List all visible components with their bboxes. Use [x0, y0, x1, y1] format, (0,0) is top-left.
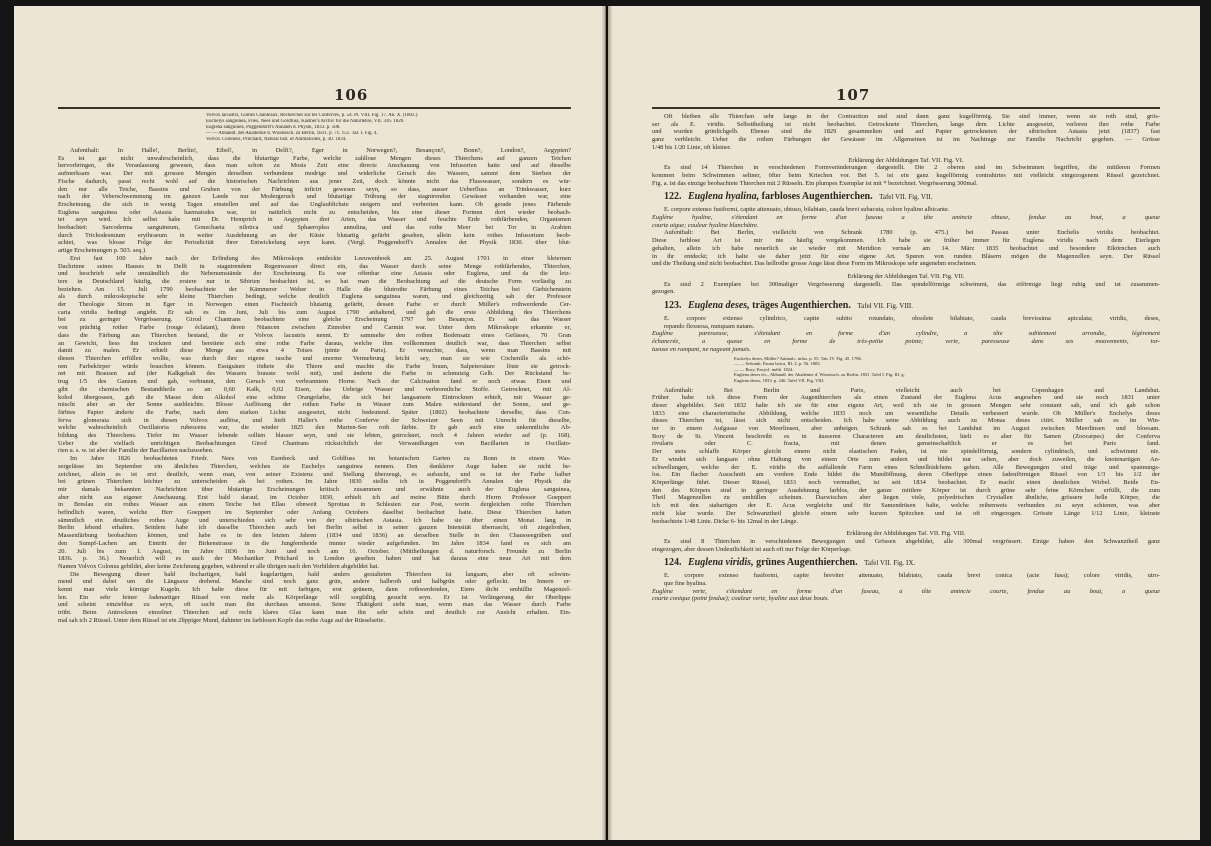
text-line: färbtes Papier änderte die Farbe, nach dem starken Lichte ausgesetzt, nicht bedeutend. Später (1802) beobachtete derselbe, dass Con-	[58, 408, 571, 416]
text-line: E. corpore extenso fusiformi, capite attenuato, obtuso, bilabiato, cauda brevi subacuta, colore hyalino albicante.	[664, 206, 950, 214]
text-line: Aufenthalt: Bei Berlin und Paris, vielleicht auch bei Copenhagen und Landshut.	[664, 386, 1160, 394]
text-line: Er windet sich langsam ohne Haltung von einem Orte zum andern und bildet nur selten, aber doch zuweilen, die knotenartigen An-	[652, 455, 1160, 463]
text-line: damit zu malen. Er erhielt diese Menge aus etwa 4 Toises (pinte de Paris). Er versuchte, dass, wenn man Bassins mit	[58, 347, 571, 355]
text-line: Theil Magenzellen zu umhüllen scheinen. Dazwischen aber liegen viele, polyedrischen Crystallen ähnliche, grössere helle Körper, die	[652, 494, 1160, 502]
text-line: schwellungen, welche der E. viridis die auffallende Farm eines Schnellrädchens geben. Alle Bewegungen sind träge und spannungs-	[652, 463, 1160, 471]
text-line: nicht klar wurde. Der Schwanztheil gleicht einem sehr kurzen Spitzchen und ist oft eingezogen. Grösste Länge 1/12 Linie, kleinste	[652, 509, 1160, 517]
text-line: Bory de St. Vincent beschreibt es in äusseren Characteren am deutlichsten, hielt es aber für Samen (Zoocarpes) der Conferva	[652, 432, 1160, 440]
text-line: als durch mikroskopische sehr kleine Thierchen bedingt, welche deutlich Euglena sanguinea waren, und gleichzeitig sah der Professor	[58, 293, 571, 301]
text-line: E. corpore extenso fusiformi, capite breviter attenuato, bilabiato, cauda brevi conica (acie fusa); colore viridis, utro-	[664, 572, 1160, 580]
text-line: mir damals bekannten Nachrichten über blutartige Erscheinungen kritisch zusammen und erwähnte auch der Euglena sanguinea,	[58, 485, 571, 493]
text-line: hervorbringen, die Veranlassung gewesen, dass man schon zu Mosis Zeit eine directe Anschauung von Infusorien hatte und auf dieselbe	[58, 162, 571, 170]
text-line: mal sah ich 2 Rüssel. Unter dem Rüssel ist ein 2lippiger Mund, dahinter im farblosen Kopfe das rothe Auge auf der Rüsselseite.	[58, 616, 385, 624]
text-line: — — Schrank, Fauna boica, III. 2. p. 56. 1803.	[734, 361, 821, 367]
text-line: courte conique (point fendue); couleur verte, hyaline aux deux bouts.	[652, 595, 829, 603]
text-line: len. Ein sehr feiner fadenartiger Rüssel von mehr als Körperlänge will sorgfältig gesucht seyn. Er ist Verlängerung der Oberlippe	[58, 593, 571, 601]
text-line: in ihr entdeckt; ich halte sie daher jetzt für eine eigene Art. Spuren von runden Bläsern mögen die Magenzellen seyn. Der Rüssel	[652, 252, 1160, 260]
text-line: Es sind 14 Thierchen in verschiedenen Formveränderungen dargestellt. Die 2 oberen sind im Schwimmen begriffen, die mittleren Formen	[664, 164, 1160, 172]
text-line: Volvox lacustris, Gomes Chanteaux, Recherches sur les Conferves, p. 54. Pl. VIII. Fig. 17. An. X. (1802.)	[206, 113, 418, 118]
text-line: sergefässe im September ein ähnliches Thierchen, welches sie Euchelys sanguinea nennen. Den dunklerer Auge haben sie nicht be-	[58, 462, 571, 470]
text-line: der Theologie Strom in Eger in Norwegen einen Fischteich blutartig gefärbt, dessen Farbe er durch Müller's rothwerdende Cer-	[58, 301, 571, 309]
text-line: kommen beim Schwimmen seltner, öfter beim Kriechen vor. Bei 5. ist ein ganz kugelförmig contrahirtes mit vielleicht eingezogenem Rüssel gezeichnet.	[652, 171, 1160, 179]
text-line: dieser abgebildet. Seit 1832 halte ich sie für eine eigene Art, weil ich sie in grossen Mengen sehr constant sah, und ich gab schon	[652, 401, 1160, 409]
figure-explanation-heading: Erklärung der Abbildungen Taf. VII. Fig. VI.	[848, 156, 964, 164]
figure-explanation-heading: Erklärung der Abbildungen Taf. VII. Fig. VII.	[847, 272, 965, 280]
text-line: beziehen. Am 15. Juli 1790 beobachtete der Kämmerer Weber in Halle die blutrothe Färbung eines Teiches bei Giebichenstein	[58, 285, 571, 293]
figure-explanation-text	[652, 538, 1160, 553]
text-line: que fine hyalina.	[664, 580, 707, 588]
text-line: Erst fast 100 Jahre nach der Erfindung des Mikroskops entdeckte Leeuwenhoek am 25. August 1701 in einer bleiernen	[70, 254, 571, 262]
text-line: aber nicht aus eigener Anschauung. Erst bald darauf, im October 1830, erhielt ich auf meine Bitte durch Herrn Professor Goeppert	[58, 493, 571, 501]
text-line: Dachrinne seines Hauses in Delft in stagnirendem Regenwasser direct ein, das Wasser durch seine Menge rothfärbendes, Thierchen,	[58, 262, 571, 270]
text-line: mend und dabei um die Längsaxe drehend. Manche sind noch ganz grün, andere halbroth und halbgrün oder gefleckt. Im Innern er-	[58, 578, 571, 586]
text-line: nach der Veberschwemmung im ganzen Lande nur Modergeruch und blutartige Trübung der stagnirenden Gewässer vorhanden war, eine	[58, 193, 571, 201]
text-line: Volvox Coloneus, Pritchard, Natural hist. of Animalcules, p. 30. 1834.	[206, 137, 347, 142]
text-line: kohol übergossen, gab die Masse dem Alkohol eine schöne Orangefarbe, die sich bei langsamem Eintrocknen erhielt, mit Wasser ge-	[58, 393, 571, 401]
text-line: Ueber die vielfach unrichtigen Beobachtungen Girod Chantrans rücksichtlich der Verwandlungen von Bacillarien in Oscillato-	[58, 439, 571, 447]
figure-explanation-heading: Erklärung der Abbildungen Taf. VII. Fig. VIII.	[846, 530, 966, 538]
book-spread	[14, 6, 1200, 840]
text-line: 1833 eine characteristische Abbildung, welche 1835 noch um wesentliche Details verbessert wurde. Ob Müller's Enchelys deses	[652, 409, 1160, 417]
text-line: Diese farblose Art ist mir nie häufig vorgekommen. Ich habe sie früher immer für Euglena viridis nach dem Eierlegen	[652, 237, 1160, 245]
text-line: Aufenthalt: In Halle!, Berlin!, Eibel!, in Delft?, Eger in Norwegen?, Besançon?, Bonn?, London?, Aegypten?	[70, 147, 571, 154]
synonym-references-123	[734, 356, 1160, 384]
paragraph-observations	[58, 455, 571, 571]
latin-diagnosis-123	[652, 315, 1160, 330]
header-rule	[58, 107, 571, 109]
text-line: courte aigue; couleur hyaline blanchâtre.	[652, 221, 759, 229]
text-line: — — Abhandl. der Akademie d. Wissensch. zu Berlin, 1831. p. 71. 151. Taf. I. Fig. 4.	[206, 131, 378, 136]
text-line: Körperlänge führt. Dieser Rüssel, 1833 noch vermuthet, ist seit 1834 beobachtet. Er macht einen deutlichen Wirbel. Beide En-	[652, 478, 1160, 486]
species-heading-124: 124. Euglena viridis, grünes Augenthierchen. Tafel VII. Fig. IX.	[664, 557, 916, 569]
text-line: welche wahrscheinlich Oscillatoria rubescens war, die wieder 1825 den Murten-See roth färbte. Er gab auch eine unkenntliche Ab-	[58, 424, 571, 432]
text-line: Euglena deses etc., Abhandl. der Akademie d. Wissensch. zu Berlin, 1831. Tafel I. Fig. III. g.	[734, 372, 905, 378]
french-diagnosis-124	[652, 588, 1160, 603]
figure-explanation-text	[652, 164, 1160, 187]
text-line: artige Erscheinungen p. 503. seq.)	[58, 247, 146, 255]
text-line: von prächtig rother Farbe (rouge éclatant), deren Nüancen zwischen Zinnober und Carmin war. Unter dem Mikroskope erkannte er,	[58, 324, 571, 332]
text-line: kennt man viele körnige Kugeln. Ich halte diese für mit farbigen, erst grünem, dann rothwerdenden, Eiern dicht umhüllte Magenzel-	[58, 586, 571, 594]
text-line: rien u. s. w. ist aber die Familie der Bacillarien nachzusehen.	[58, 447, 214, 455]
text-line: Euglena sanguinea, Poggendorff's Annalen d. Physik, 1833. p. 508.	[206, 125, 341, 130]
paragraph-history	[58, 255, 571, 455]
text-line: tet seyn wird. Ich selbst habe mit Dr. Hemprich in Aegypten drei Arten, das Wasser und feuchte Erde rothfärbenden, Organismen	[58, 216, 571, 224]
text-line: den des Körpers sind in geringer Ausdehnung farblos, der ganze mittlere Körper ist durch grüne sehr feine Körnchen erfüllt, die zum	[652, 486, 1160, 494]
french-diagnosis-123	[652, 330, 1160, 353]
text-line: Der stets schlaffe Körper gleicht einem nicht elastischen Faden, ist nie spindelförmig, sondern cylindrisch, und schwimmt nie.	[652, 448, 1160, 456]
text-line: den Sumpf-Lachen am Eintritt der Birkenstrasse in die Jungfernheide immer wieder aufgefunden. Im Jahre 1834 fand es sich am	[58, 539, 571, 547]
french-diagnosis-122	[652, 214, 1160, 229]
synonym-references	[206, 113, 571, 143]
text-line: rivularis oder C. fracta, mit denen gemeinschaftlich er es bei Paris fand.	[652, 440, 1160, 448]
figure-explanation-text	[652, 281, 1160, 296]
text-line: Euglène verte, s'étendant en forme d'un fuseau, a tête amincie courte, fendue au bout, a queue	[652, 587, 1160, 595]
page-number: 106	[334, 86, 369, 104]
header-rule	[652, 107, 1160, 109]
text-line: Fig. a. ist das einzige beobachtete Thierchen mit 2 Rüsseln. Ein plumpes Exemplar ist mit * bezeichnet. Vergrösserung 300mal.	[652, 179, 978, 187]
text-line: den nur alle Teiche, Bassins und Gruben von der Färbung inficirt gewesen seyn, so dass, ausser Ueberfluss an Trinkwasser, kurz	[58, 185, 571, 193]
text-line: gezogen.	[652, 288, 675, 296]
species-heading-122: 122. Euglena hyalina, farbloses Augenthierchen. Tafel VII. Fig. VII.	[664, 191, 933, 203]
text-line: Die Bewegung dieser bald fischartigen, bald kugelartigen, bald anders gestalteten Thierchen ist langsam, aber oft schwim-	[70, 570, 571, 578]
latin-diagnosis-122	[652, 206, 1160, 214]
text-line: diesen Thierchen erfüllen wollte, was durch ihre eigene rasche und enorme Vermehrung leicht sey, man sie wie Cochenille als schö-	[58, 354, 571, 362]
text-line: Namen Volvox Colonus gebildet, aber keine Zeichnung gegeben, während er alle übrigen nach den Vorbildern abgebildet hat.	[58, 562, 379, 570]
text-line: net mit Brausen auf (der Kalkgehalt des Wassers brauste wohl mit), und änderte die Farbe in schmutzig Gelb. Der Rückstand be-	[58, 370, 571, 378]
text-line: Fische dadurch, passt recht wohl auf die historischen Nachrichten aus jener Zeit, doch könnte nicht das Flusswasser, sondern es wür-	[58, 177, 571, 185]
text-line: ich mit den stabartigen der E. Acus vergleiche und für Samendrüsen halte, welche reihenweis verbunden zu seyn schienen, was aber	[652, 502, 1160, 510]
text-line: nen Farbekörper würde brauchen können. Essigsäure tödtete die Thiere und machte die Farbe braun, Salpetersäure löste sie getrock-	[58, 362, 571, 370]
book-gutter	[602, 6, 612, 840]
text-line: trug 1/5 des Ganzen und gab, verbrannt, den Geruch von verbranntem Horne. Nach der Calcination fand er noch etwas Eisen und	[58, 378, 571, 386]
text-line: Euglène paresseuse, s'étendant en forme d'un cylindre, a tête subitement arrondie, légèrement	[652, 330, 1160, 338]
paragraph-movement	[58, 571, 571, 625]
text-line: repando flexuosa, nunquam natans.	[664, 322, 755, 330]
text-line: gibt die chemischen Bestandtheile so an: 0,60 Kalk, 0,02 Eisen, das Uebrige Wasser und verbrennliche Stoffe. Getrocknet, mit Al-	[58, 385, 571, 393]
text-line: ser als E. viridis. Selbsttheilung ist nicht beobachtet. Getrocknete Thierchen, lange dem Lichte ausgesetzt, verloren ihre rothe Farbe	[652, 120, 1160, 128]
text-line: dass die Färbung aus Thierchen bestand, die er Volvox lacustris nennt. Er sammelte den rothen Bodensatz eines Gefässes, 70 Gran	[58, 331, 571, 339]
text-line: Berlin lebend erhalten. Seitdem habe ich dasselbe Thierchen auch bei Berlin selbst in seiner ganzen Intensität überrascht, oft ziegelrothen,	[58, 524, 571, 532]
habitat-text-122	[652, 229, 1160, 268]
text-line: Euglène hyaline, s'étendant en forme d'un fuseau a tête amincie obtuse, fendue au bout, a queue	[652, 214, 1160, 222]
text-line: aufmerksam war. Der mit grossen Mengen derselben verbundene modrige und widerliche Geruch des Wassers, sammt dem Sterben der	[58, 170, 571, 178]
text-line: échancrée, a queue en forme de très-petite pointe; verte, paresseuse dans ses mouvements, tor-	[652, 338, 1160, 346]
text-line: caria viridis bedingt angiebt. Er sah es im Juni, Juli bis zum August 1790 anhaltend, und gab die erste Abbildung des Thierchens	[58, 308, 571, 316]
text-line: 1/48 bis 1/20 Linie, oft kleiner.	[652, 143, 732, 151]
text-line: durch Trichodesmium erythraeum in weiter Ausdehnung an der Küste blutartig gefärbt gesehen, allein kein rothes Infusorium beob-	[58, 231, 571, 239]
text-line: los. Ein flacher Ausschnitt am vordern Ende bildet die Mundöffnung, deren Oberlippe einen fadenförmigen Rüssel von 1/3 bis 1/2 der	[652, 471, 1160, 479]
text-line: ter in einem Aufgusse von Meerlinsen, aber unbeigen. Schrank sah es bei Landshut im August zwischen Meerlinsen und bloesam.	[652, 425, 1160, 433]
text-line: Es sind 8 Thierchen in verschiedenen Bewegungen und Grössen abgebildet, alle 300mal vergrössert. Einige haben den Schwanztheil ganz	[664, 537, 1160, 545]
text-line: 1836. p. 36.) Neuerlich will es auch der Mechaniker Pritchard in London gesehen haben und hat daraus eine neue Art mit dem	[58, 555, 571, 563]
text-line: beobachtet: Sarcoderma sanguineum, Gonechaeta nilotica und Sphaeroplea annulina, und das rothe Meer bei Tor in Arabien	[58, 224, 571, 232]
habitat-text-123	[652, 387, 1160, 526]
text-line: Erscheinung, die sich in wenig Tagen einstellen und auf das Unglaublichste steigern und verbreiten kann. Ob gerade jenes Färbende	[58, 200, 571, 208]
text-line: mischt aber an der Sonne ausbleichte. Blosse Auflösung der rothen Farbe in Wasser zum Malen widerstand der Sonne, und ge-	[58, 401, 571, 409]
text-line: Euchelys deses, Müller? Animalc. infus. p. 55. Tab. IV. Fig. 45. 1786.	[734, 355, 862, 361]
text-line: Aufenthalt: Bei Berlin, vielleicht von Schrank 1780 (p. 475.) bei Passau unter Enchelis viridis beobachtet.	[664, 229, 1160, 237]
text-line: Massenfärbung beobachten können, und habe es in den letzten Jahren (1834 und 1836) an derselben Stelle in den Chausseegräben und	[58, 532, 571, 540]
text-line: tere in Deutschland häufig, die erstere nur in Sibirien beobachtet ist, so hat man die Beobachtung auf die deutsche Form vorläufig zu	[58, 277, 571, 285]
left-page	[14, 6, 606, 840]
text-line: und beschrieb sehr umständlich die Nebenumstände der Erscheinung. Es war offenbar eine Astasia oder Euglena, und da die letz-	[58, 270, 571, 278]
text-line: bildung des Thierchens. Tiefer im Wasser lebende sollten blasser seyn, und sie lebten, getrocknet, noch 4 Jahren wieder auf (p. 168).	[58, 432, 571, 440]
text-line: und scheint einziehbar zu seyn, oft sucht man ihn durchaus umsonst. Seine Thätigkeit sieht man, wenn man das Wasser durch Farbe	[58, 601, 571, 609]
text-line: — — Bory, Encycl. méth. 1824.	[734, 366, 794, 372]
text-line: befindlich waren, welche Herr Goeppert im September oder Anfang Octobers daselbst beobachtet hatte. Diese Thierchen hatten	[58, 509, 571, 517]
latin-diagnosis-124	[652, 572, 1160, 587]
right-page	[608, 6, 1200, 840]
text-line: Im Jahre 1826 beobachteten Friedr. Nees von Esenbeck und Goldfuss im botanischen Garten zu Bonn in einem Was-	[70, 455, 571, 463]
text-line: an Gewicht, liess ihn trocknen und bereitete sich eine rothe Farbe daraus, welche ihm vollkommen deutlich war, dass Thierchen selbst	[58, 339, 571, 347]
text-line: Euglena sanguinea oder Astasia haematodes war, ist natürlich nicht zu entscheiden, bis eine dieser Formen dort wieder beobach-	[58, 208, 571, 216]
text-line: beobachtete 1/48 Linie. Dicke 6- bis 12mal in der Länge.	[652, 517, 799, 525]
text-line: ferva glomerata sich in diesen Volvox auflöse, und hielt Haller's rothe Conferve der Schweizer Seen mit Unrecht für dieselbe,	[58, 416, 571, 424]
text-line: achtet, was blosse Folge der Periodicität ihrer Entwickelung seyn kann. (Vergl. Poggendorff's Annalen der Physik 1830. über blut-	[58, 239, 571, 247]
text-line: zeichnet, allein es ist erst deutlich, wenn man, von seiner Existenz und Stellung überzeugt, es aufsucht, und es ist der Farbe halber	[58, 470, 571, 478]
text-line: ganz verbleicht. Ueber die rothen Färbungen der Gewässer im Allgemeinen ist im Nachtrage zur Familie Nachricht gegeben. — Grösse	[652, 136, 1160, 144]
text-line: gehalten, allein ich habe neuerlich sie wieder mit Meridion vernale am 14. März 1835 beobachtet und besondere Eikörnchen auch	[652, 244, 1160, 252]
text-line: Es ist gar nicht unwahrscheinlich, dass die blutartige Farbe, welche zahllose Mengen dieses Thierchens auf ganzen Teichen	[58, 154, 571, 162]
text-line: trübt. Beim Antrocknen einzelner Thierchen auf recht klares Glas kann man ihn sehr schön und deutlich zur Ansicht erhalten. Ein-	[58, 609, 571, 617]
text-line: bei grünen Thierchen leichter zu unterscheiden als bei rothen. Im Jahre 1830 stellte ich in Poggendorff's Annalen der Physik die	[58, 478, 571, 486]
text-line: bei zu geringer Vergrösserung. Girod Chantrans beobachtete eine gleiche Erscheinung 1797 bei Besançon. Er sah das Wasser	[58, 316, 571, 324]
text-line: eingezogen, aber dessen Undeutlichkeit ist auch oft nur Folge der Körperlage.	[652, 545, 852, 553]
text-line: und wurden grünlichgelb. Ebenso sind die 1829 gesammelten und auf Papier getrockneten der sibirischen Astasia jetzt (1837) fast	[652, 128, 1160, 136]
text-line: dieses Thierchen ist, lässt sich nicht entscheiden. Ich habe seine Abbildung auch zu Monas deses citirt. Müller sah es im Win-	[652, 417, 1160, 425]
paragraph-continuation	[652, 113, 1160, 152]
text-line: Früher habe ich diese Form der Augenthierchen als einen Zustand der Euglena Acus angesehen und sie noch 1831 unter	[652, 394, 1160, 402]
text-line: Euglena deses, 1833. p. 246. Tafel VII. Fig. VIII.	[734, 377, 825, 383]
text-line: tueuse en rampant, ne nageant jamais.	[652, 345, 751, 353]
page-number: 107	[836, 86, 871, 104]
text-line: und die Theilung sind nicht beobachtet. Das hellrothe grosse Auge lässt diese Form im Mikroskope sehr angenehm erscheinen.	[652, 260, 977, 268]
text-line: Es sind 2 Exemplare bei 300maliger Vergrösserung dargestellt. Das spindelförmige schwimmt, das eiförmige liegt ruhig und ist zusammen-	[664, 280, 1160, 288]
text-line: 20. Juli bis zum 1. August, im Jahre 1836 im Juni und noch am 16. October. (Mittheilungen d. naturforsch. Freunde zu Berlin	[58, 547, 571, 555]
text-line: in Breslau ein rothes Wasser aus einem Teiche bei Ellau obnweit Sprottau in Schlesien zur Post, worin dergleichen rothe Thierchen	[58, 501, 571, 509]
text-line: E. corpore extenso cylindrico, capite subito rotundato, obsolete bilabiato, cauda brevissima apiculata; viridis, deses,	[664, 315, 1160, 323]
paragraph-habitat	[58, 147, 571, 255]
text-line: Euchelys sanguinea, Fries, Nees und Goldfuss, Kastner's Archiv für die Naturlehre, VII. 316. 1826.	[206, 119, 405, 124]
text-line: Oft bleiben alle Thierchen sehr lange in der Contraction und sind dann ganz kugelförmig. Sie sind immer, wenn sie roth sind, grös-	[664, 113, 1160, 120]
text-line: sämmtlich ein deutliches rothes Auge und unterschieden sich sehr von der sibirischen Astasia. Ich habe sie über einen Monat lang in	[58, 516, 571, 524]
species-heading-123: 123. Euglena deses, träges Augenthierchen. Tafel VII. Fig. VIII.	[664, 300, 914, 312]
